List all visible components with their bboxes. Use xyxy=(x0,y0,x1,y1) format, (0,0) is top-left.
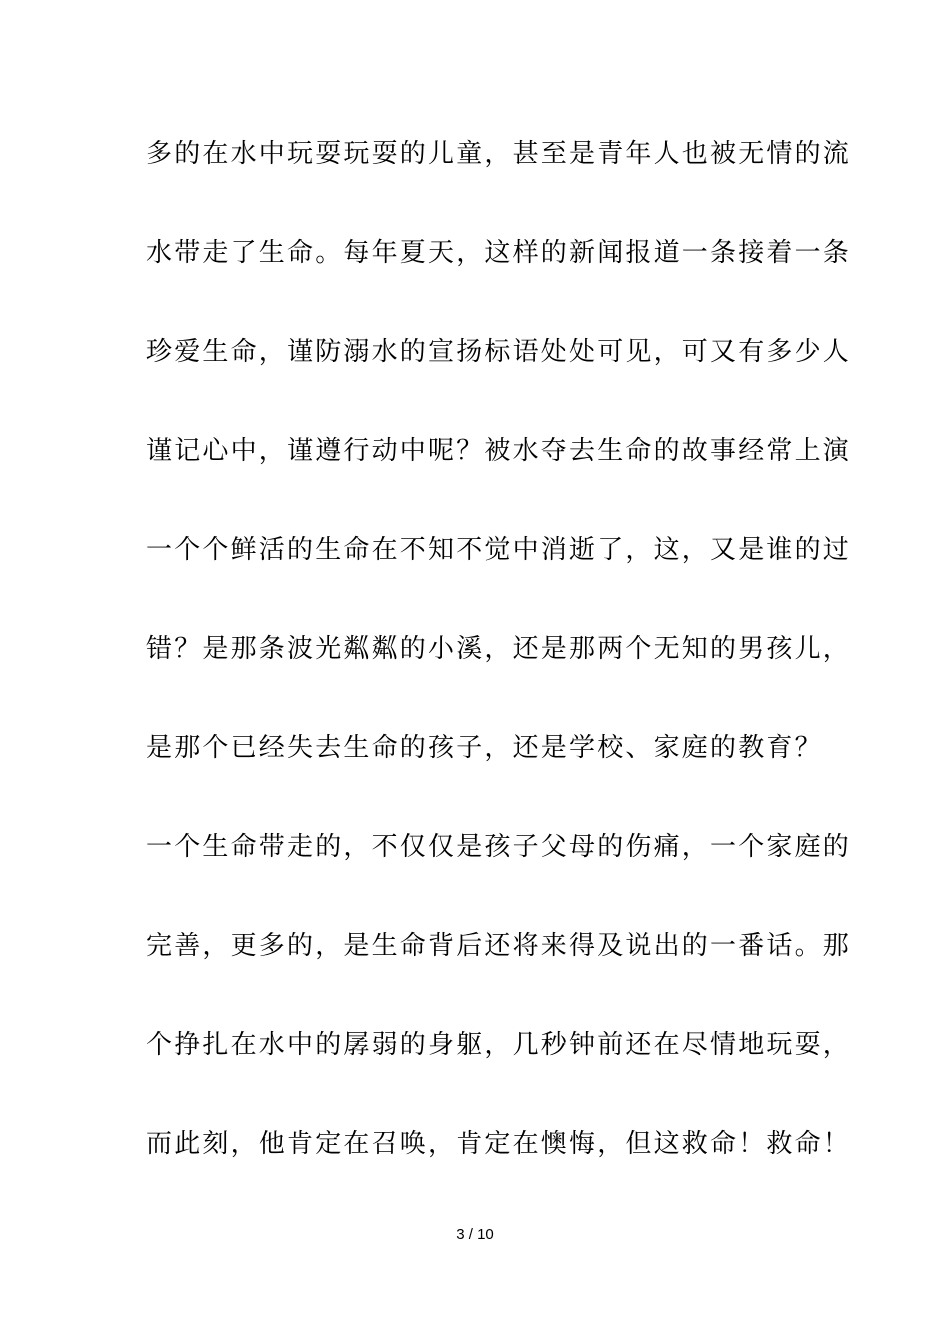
text-line: 个挣扎在水中的孱弱的身躯，几秒钟前还在尽情地玩耍， xyxy=(146,1030,852,1060)
text-line: 一个生命带走的，不仅仅是孩子父母的伤痛，一个家庭的 xyxy=(146,832,852,862)
text-line: 珍爱生命，谨防溺水的宣扬标语处处可见，可又有多少人 xyxy=(146,337,852,367)
text-line: 完善，更多的，是生命背后还将来得及说出的一番话。那 xyxy=(146,931,852,961)
text-line: 而此刻，他肯定在召唤，肯定在懊悔，但这救命！救命！ xyxy=(146,1129,852,1159)
text-line: 是那个已经失去生命的孩子，还是学校、家庭的教育？ xyxy=(146,733,823,763)
text-line: 谨记心中，谨遵行动中呢？被水夺去生命的故事经常上演 xyxy=(146,436,852,466)
text-line: 错？是那条波光粼粼的小溪，还是那两个无知的男孩儿， xyxy=(146,634,852,664)
page-number: 3 / 10 xyxy=(456,1226,494,1243)
text-line: 一个个鲜活的生命在不知不觉中消逝了，这，又是谁的过 xyxy=(146,535,852,565)
text-line: 水带走了生命。每年夏天，这样的新闻报道一条接着一条 xyxy=(146,238,852,268)
text-line: 多的在水中玩耍玩耍的儿童，甚至是青年人也被无情的流 xyxy=(146,139,852,169)
